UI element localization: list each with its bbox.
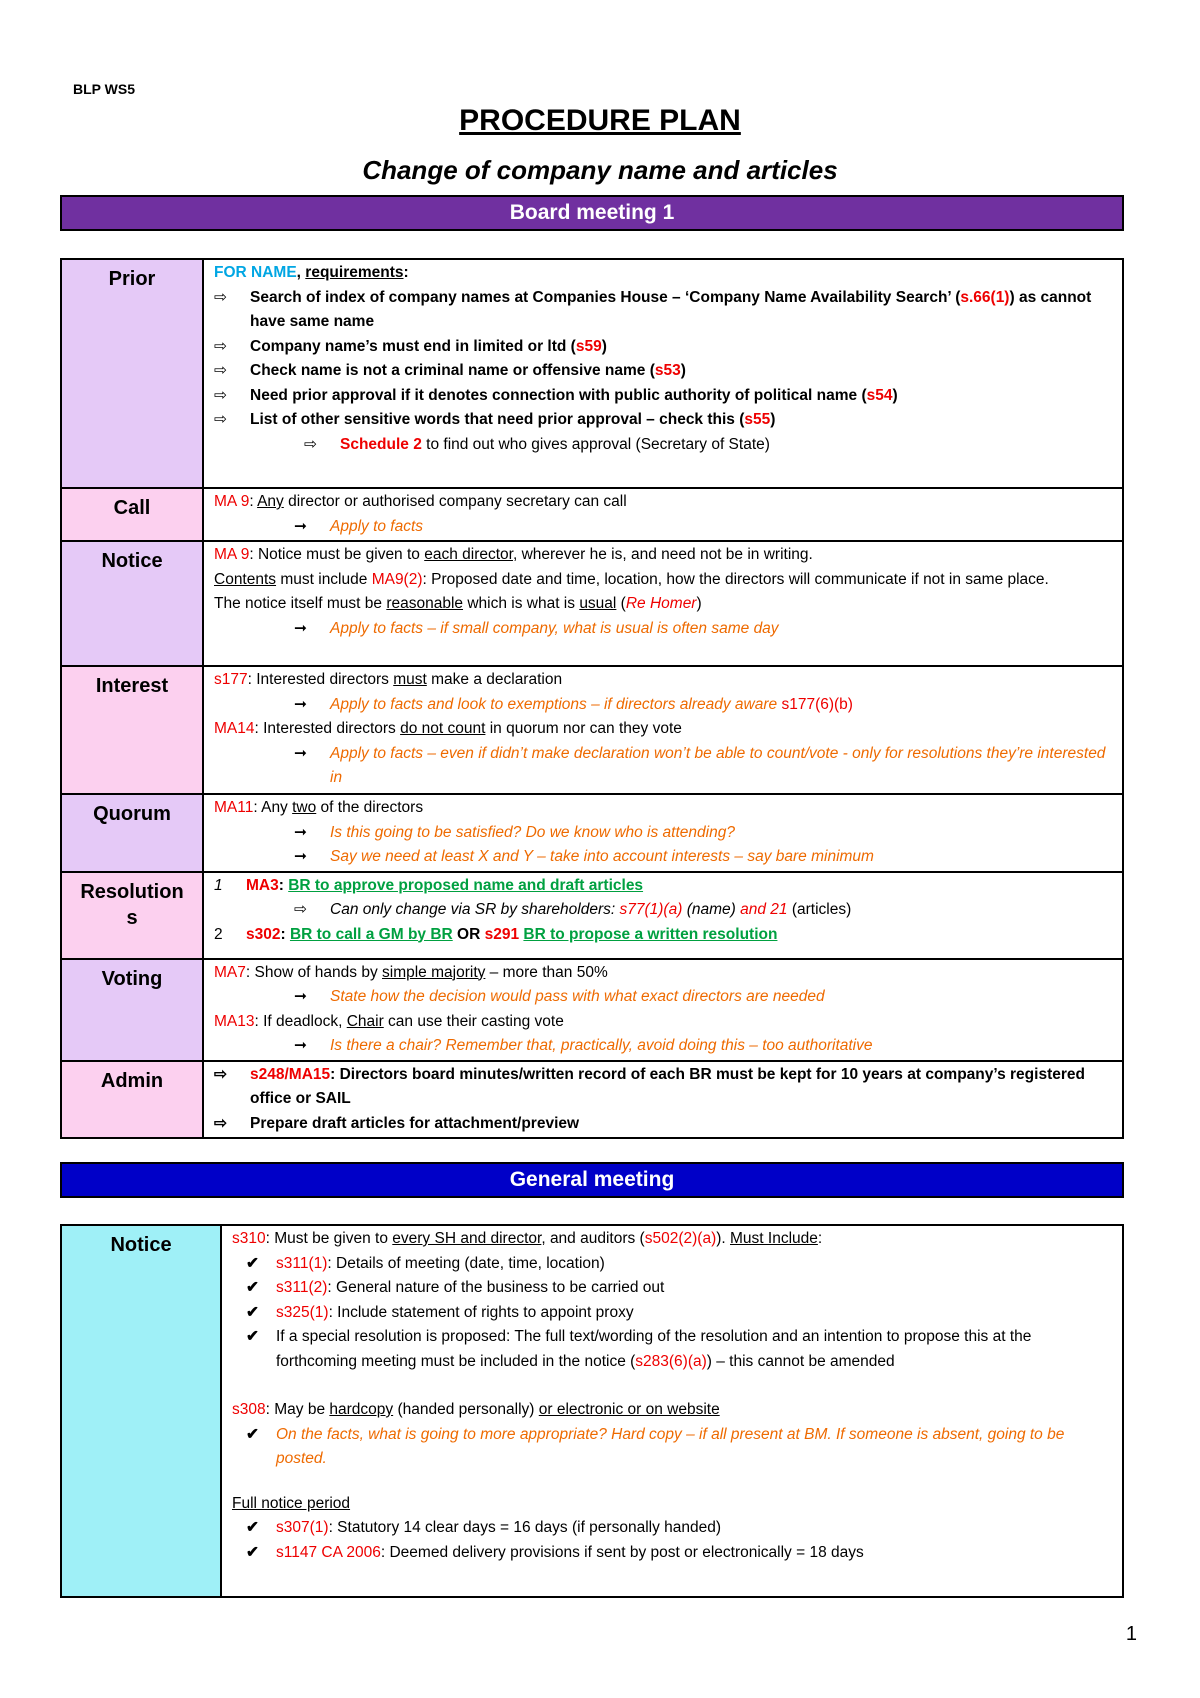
list-item: 2 s302: BR to call a GM by BR OR s291 BR to propose a written resolution	[214, 925, 778, 943]
list-item: ⇨ Need prior approval if it denotes connection with public authority of political name (s54)	[214, 384, 1112, 409]
list-item: ➞ Apply to facts and look to exemptions – if directors already aware s177(6)(b)	[214, 693, 1112, 718]
list-item: ➞ Is this going to be satisfied? Do we know who is attending?	[214, 821, 1112, 846]
table-row	[61, 666, 1123, 794]
arrow-icon: ⇨	[214, 362, 227, 379]
list-item: ➞ Apply to facts	[214, 515, 1112, 540]
list-item: ✔ s311(2): General nature of the business to be carried out	[232, 1276, 1112, 1301]
list-item: ✔ On the facts, what is going to more appropriate? Hard copy – if all present at BM. If someone is absent, going to be posted.	[232, 1423, 1112, 1472]
row-label-interest: Interest	[61, 666, 203, 794]
list-item: ⇨ Check name is not a criminal name or offensive name (s53)	[214, 359, 1112, 384]
arrow-right-icon: ➞	[294, 695, 307, 713]
page-title: PROCEDURE PLAN	[459, 104, 741, 137]
arrow-right-icon: ➞	[294, 823, 307, 841]
row-label-admin: Admin	[61, 1061, 203, 1139]
list-item: ⇨ s248/MA15: Directors board minutes/written record of each BR must be kept for 10 years at company’s registered office or SAIL	[214, 1063, 1112, 1112]
table-row	[61, 872, 1123, 959]
list-item: ✔ s325(1): Include statement of rights to appoint proxy	[232, 1301, 1112, 1326]
list-item: ✔ s307(1): Statutory 14 clear days = 16 days (if personally handed)	[232, 1516, 1112, 1541]
prior-intro: FOR NAME, requirements:	[214, 264, 409, 281]
list-item: ✔ s1147 CA 2006: Deemed delivery provisions if sent by post or electronically = 18 days	[232, 1541, 1112, 1566]
row-label-call: Call	[61, 488, 203, 541]
page-number: 1	[1125, 1623, 1137, 1645]
row-content-resolutions	[203, 872, 1123, 959]
arrow-right-icon: ➞	[294, 1037, 307, 1054]
arrow-right-icon: ➞	[294, 517, 307, 535]
list-item: ⇨ Search of index of company names at Companies House – ‘Company Name Availability Search’ (s.66(1)) as cannot have same name	[214, 286, 1112, 335]
list-item: ⇨ Prepare draft articles for attachment/preview	[214, 1112, 1112, 1137]
list-item: ➞ Apply to facts – even if didn’t make declaration won’t be able to count/vote - only for resolutions they’re interested in	[214, 742, 1112, 791]
checkmark-icon: ✔	[246, 1543, 259, 1561]
row-label-quorum: Quorum	[61, 794, 203, 872]
document-code: BLP WS5	[73, 81, 135, 97]
row-content-quorum: MA11: Any two of the directors ➞ Is this going to be satisfied? Do we know who is attending? ➞ Say we need at least X and Y – take into account interests – say bare minimum	[203, 794, 1123, 872]
list-item: ➞ State how the decision would pass with what exact directors are needed	[214, 985, 1112, 1010]
list-item: 1 MA3: BR to approve proposed name and draft articles	[214, 876, 644, 894]
arrow-icon: ⇨	[214, 288, 227, 306]
section-heading-general-meeting: General meeting	[60, 1162, 1124, 1198]
row-content-interest: s177: Interested directors must make a declaration ➞ Apply to facts and look to exemptions – if directors already aware s177(6)(b) MA14: Interested directors do not count in quorum nor can they vote ➞ Apply to facts – even if didn’t make declaration won’t be able to count/vote - only for resolutions they’re interested in	[203, 666, 1123, 794]
row-label-prior: Prior	[61, 259, 203, 488]
arrow-icon: ⇨	[214, 1114, 227, 1132]
table-row	[61, 959, 1123, 1061]
table-row	[61, 1061, 1123, 1139]
table-row	[61, 541, 1123, 666]
table-row	[61, 1225, 1123, 1597]
list-item: ⇨ List of other sensitive words that need prior approval – check this (s55)	[214, 408, 1112, 433]
page-subtitle: Change of company name and articles	[362, 155, 838, 185]
arrow-right-icon: ➞	[294, 988, 307, 1005]
row-content-prior	[203, 259, 1123, 488]
arrow-icon: ⇨	[214, 386, 227, 404]
arrow-right-icon: ➞	[294, 744, 307, 762]
full-notice-period-heading: Full notice period	[232, 1494, 351, 1512]
row-content-call: MA 9: Any director or authorised company secretary can call ➞ Apply to facts	[203, 488, 1123, 541]
arrow-icon: ⇨	[214, 411, 227, 428]
list-item: ➞ Is there a chair? Remember that, practically, avoid doing this – too authoritative	[214, 1034, 1112, 1059]
checkmark-icon: ✔	[246, 1425, 259, 1443]
board-meeting-table	[60, 258, 1124, 1139]
table-row	[61, 488, 1123, 541]
row-content-notice: MA 9: Notice must be given to each director, wherever he is, and need not be in writing. Contents must include MA9(2): Proposed date and time, location, how the directors will communicate if not in same place. The notice itself must be reasonable which is what is usual (Re Homer) ➞ Apply to facts – if small company, what is usual is often same day	[203, 541, 1123, 666]
list-item: ✔ s311(1): Details of meeting (date, time, location)	[232, 1252, 1112, 1277]
row-content-gm-notice: s310: Must be given to every SH and director, and auditors (s502(2)(a)). Must Include: ✔ s311(1): Details of meeting (date, time, location) ✔ s311(2): General nature of the business to be carried out ✔ s325(1): Include statement of rights to appoint proxy ✔ If a special resolution is proposed: The full text/wording of the resolution and an intention to propose this at the forthcoming meeting must be included in the notice (s283(6)(a)) – this cannot be amended s308: May be hardcopy (handed personally) or electronic or on website ✔ On the facts, what is going to more appropriate? Hard copy – if all present at BM. If someone is absent, going to be posted. Full notice period ✔ s307(1): Statutory 14 clear days = 16 days (if personally handed) ✔ s1147 CA 2006: Deemed delivery provisions if sent by post or electronically = 18 days	[221, 1225, 1123, 1597]
table-row	[61, 259, 1123, 488]
arrow-icon: ⇨	[304, 435, 317, 453]
row-label-notice: Notice	[61, 541, 203, 666]
list-item: ⇨ Can only change via SR by shareholders: s77(1)(a) (name) and 21 (articles)	[214, 898, 1112, 923]
checkmark-icon: ✔	[246, 1254, 259, 1272]
arrow-right-icon: ➞	[294, 848, 307, 865]
checkmark-icon: ✔	[246, 1279, 259, 1296]
arrow-icon: ⇨	[294, 901, 307, 918]
list-item: ⇨ Schedule 2 to find out who gives approval (Secretary of State)	[214, 433, 1112, 458]
arrow-right-icon: ➞	[294, 619, 307, 637]
list-item: ➞ Say we need at least X and Y – take into account interests – say bare minimum	[214, 845, 1112, 870]
checkmark-icon: ✔	[246, 1328, 259, 1345]
arrow-icon: ⇨	[214, 337, 227, 355]
row-label-voting: Voting	[61, 959, 203, 1061]
table-row	[61, 794, 1123, 872]
checkmark-icon: ✔	[246, 1519, 259, 1536]
row-label-gm-notice: Notice	[61, 1225, 221, 1597]
list-item: ⇨ Company name’s must end in limited or ltd (s59)	[214, 335, 1112, 360]
checkmark-icon: ✔	[246, 1303, 259, 1321]
row-label-resolutions: Resolutions	[61, 872, 203, 959]
list-item: ✔ If a special resolution is proposed: The full text/wording of the resolution and an intention to propose this at the forthcoming meeting must be included in the notice (s283(6)(a)) – this cannot be amended	[232, 1325, 1112, 1374]
row-content-admin	[203, 1061, 1123, 1139]
row-content-voting: MA7: Show of hands by simple majority – more than 50% ➞ State how the decision would pass with what exact directors are needed MA13: If deadlock, Chair can use their casting vote ➞ Is there a chair? Remember that, practically, avoid doing this – too authoritative	[203, 959, 1123, 1061]
general-meeting-table	[60, 1224, 1124, 1598]
list-item: ➞ Apply to facts – if small company, what is usual is often same day	[214, 617, 1112, 642]
section-heading-board-meeting: Board meeting 1	[60, 195, 1124, 231]
arrow-icon: ⇨	[214, 1065, 227, 1083]
